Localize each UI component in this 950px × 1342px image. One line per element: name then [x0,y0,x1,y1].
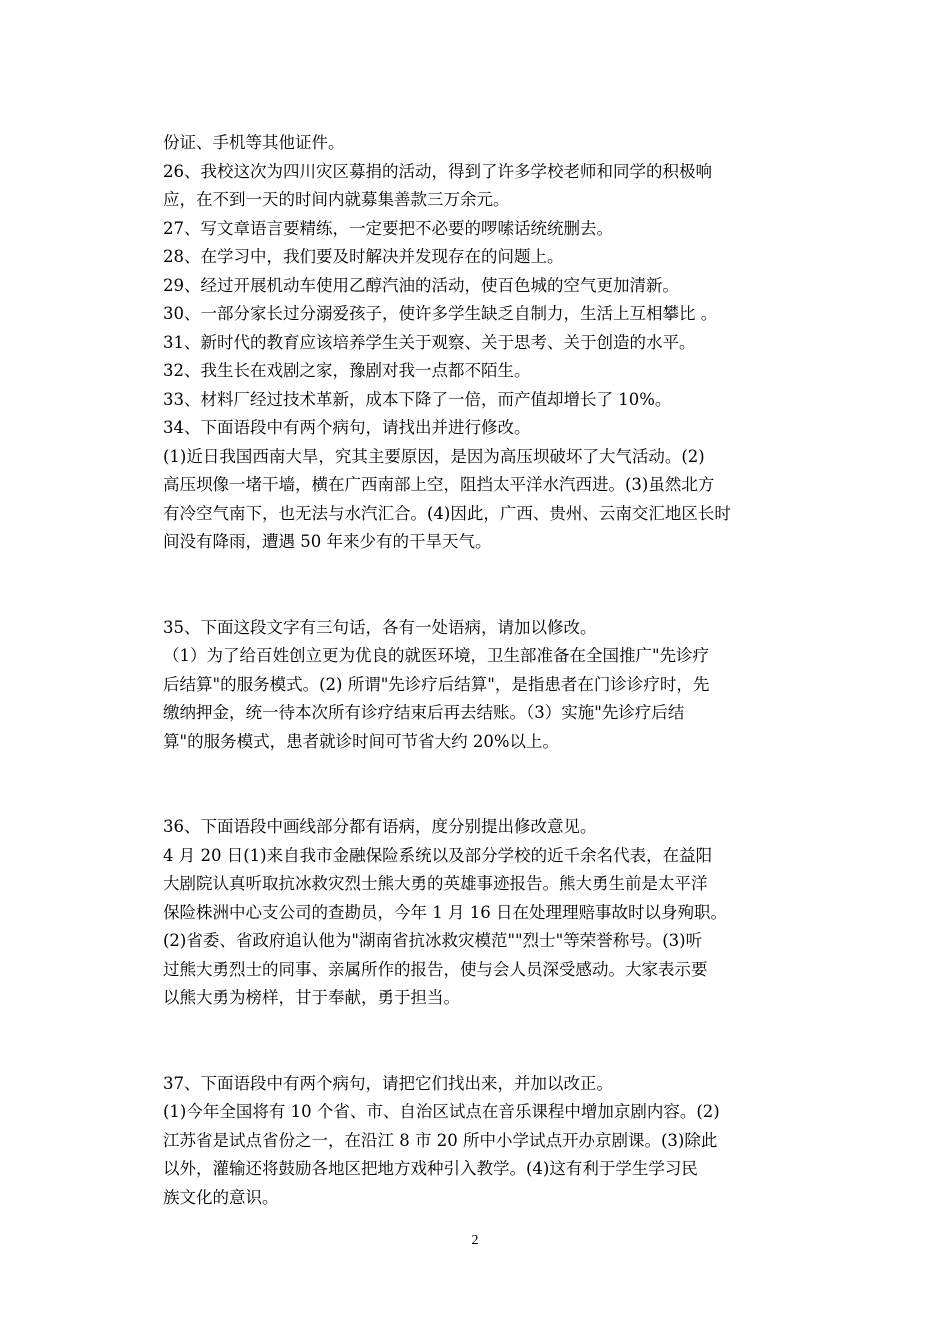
text-line: 28、在学习中，我们要及时解决并发现存在的问题上。 [163,247,564,266]
text-line: (1)近日我国西南大旱，究其主要原因，是因为高压坝破坏了大气活动。(2) [163,446,705,466]
text-line: 大剧院认真听取抗冰救灾烈士熊大勇的英雄事迹报告。熊大勇生前是太平洋 [163,874,708,893]
text-line: 应，在不到一天的时间内就募集善款三万余元。 [163,190,510,209]
paragraph [163,1098,803,1212]
page-number: 2 [471,1233,479,1248]
paragraph [163,443,803,557]
paragraph [163,1070,803,1099]
paragraph [163,357,803,386]
text-line: 37、下面语段中有两个病句，请把它们找出来，并加以改正。 [163,1073,613,1093]
text-line: 高压坝像一堵干墙，横在广西南部上空，阻挡太平洋水汽西进。(3)虽然北方 [163,475,715,494]
text-line: 27、写文章语言要精练，一定要把不必要的啰嗦话统统删去。 [163,218,613,238]
text-line: 族文化的意识。 [163,1187,279,1207]
paragraph [163,386,803,415]
paragraph [163,329,803,358]
document-body [163,129,803,1212]
text-line: 26、我校这次为四川灾区募捐的活动，得到了许多学校老师和同学的积极响 [163,161,712,181]
paragraph [163,158,803,215]
text-line: 算"的服务模式，患者就诊时间可节省大约 20%以上。 [163,731,560,751]
text-line: 33、材料厂经过技术革新，成本下降了一倍，而产值却增长了 10%。 [163,389,672,409]
text-line: 30、一部分家长过分溺爱孩子，使许多学生缺乏自制力，生活上互相攀比 。 [163,304,718,323]
text-line: 34、下面语段中有两个病句，请找出并进行修改。 [163,418,531,437]
text-line: （1）为了给百姓创立更为优良的就医环境，卫生部准备在全国推广"先诊疗 [163,646,710,665]
paragraph [163,813,803,842]
text-line: 间没有降雨，遭遇 50 年来少有的干旱天气。 [163,532,492,551]
text-line: 过熊大勇烈士的同事、亲属所作的报告，使与会人员深受感动。大家表示要 [163,959,708,979]
paragraph [163,272,803,301]
text-line: 保险株洲中心支公司的查勘员，今年 1 月 16 日在处理理赔事故时以身殉职。 [163,902,727,922]
text-line: 31、新时代的教育应该培养学生关于观察、关于思考、关于创造的水平。 [163,332,696,352]
paragraph-spacer [163,756,803,813]
text-line: 缴纳押金，统一待本次所有诊疗结束后再去结账。（3）实施"先诊疗后结 [163,703,685,722]
paragraph [163,215,803,244]
paragraph [163,614,803,643]
paragraph [163,414,803,443]
paragraph-spacer [163,1013,803,1070]
text-line: 有冷空气南下，也无法与水汽汇合。(4)因此，广西、贵州、云南交汇地区长时 [163,503,731,523]
paragraph [163,243,803,272]
text-line: 后结算"的服务模式。(2) 所谓"先诊疗后结算"，是指患者在门诊诊疗时，先 [163,674,710,694]
text-line: 以外，灌输还将鼓励各地区把地方戏种引入教学。(4)这有利于学生学习民 [163,1159,698,1178]
text-line: 32、我生长在戏剧之家，豫剧对我一点都不陌生。 [163,361,531,380]
paragraph [163,842,803,1013]
text-line: 份证、手机等其他证件。 [163,133,345,152]
paragraph [163,129,803,158]
paragraph [163,300,803,329]
paragraph-spacer [163,557,803,614]
text-line: (1)今年全国将有 10 个省、市、自治区试点在音乐课程中增加京剧内容。(2) [163,1102,720,1121]
text-line: 29、经过开展机动车使用乙醇汽油的活动，使百色城的空气更加清新。 [163,275,679,295]
text-line: 江苏省是试点省份之一，在沿江 8 市 20 所中小学试点开办京剧课。(3)除此 [163,1130,718,1150]
text-line: 36、下面语段中画线部分都有语病，度分别提出修改意见。 [163,817,597,836]
text-line: 以熊大勇为榜样，甘于奉献，勇于担当。 [163,988,460,1007]
text-line: 4 月 20 日(1)来自我市金融保险系统以及部分学校的近千余名代表，在益阳 [163,845,713,865]
text-line: 35、下面这段文字有三句话，各有一处语病，请加以修改。 [163,617,597,637]
text-line: (2)省委、省政府追认他为"湖南省抗冰救灾模范""烈士"等荣誉称号。(3)听 [163,931,703,950]
paragraph [163,642,803,756]
